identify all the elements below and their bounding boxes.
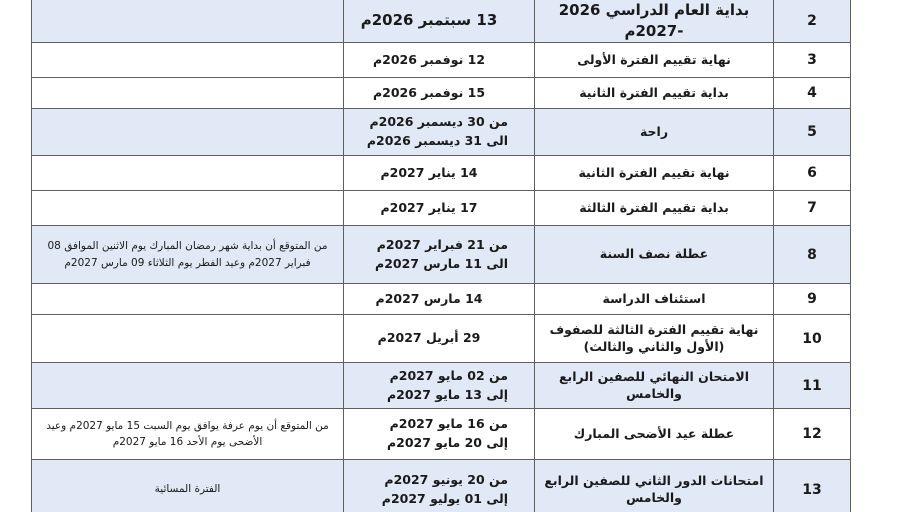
date-line: من 02 مايو 2027م bbox=[389, 367, 508, 383]
date-line: الى 31 ديسمبر 2026م bbox=[366, 133, 508, 148]
note-cell bbox=[32, 315, 344, 363]
table-row bbox=[32, 226, 851, 284]
date-line: 13 سبتمبر 2026م bbox=[360, 11, 498, 30]
row-number: 9 bbox=[774, 284, 851, 315]
table-row bbox=[32, 156, 851, 191]
row-number: 8 bbox=[774, 226, 851, 284]
calendar-table-body bbox=[32, 0, 851, 512]
date-cell bbox=[344, 43, 535, 78]
event-cell: بداية العام الدراسي 2026 -2027م bbox=[535, 0, 774, 43]
note-cell bbox=[32, 43, 344, 78]
table-row bbox=[32, 409, 851, 460]
event-cell: الامتحان النهائي للصفين الرابع والخامس bbox=[535, 363, 774, 409]
date-line: إلى 20 مايو 2027م bbox=[386, 435, 508, 450]
table-row bbox=[32, 363, 851, 409]
row-number: 12 bbox=[774, 409, 851, 460]
row-number: 4 bbox=[774, 78, 851, 109]
row-number: 7 bbox=[774, 191, 851, 226]
row-number: 11 bbox=[774, 363, 851, 409]
event-cell: راحة bbox=[535, 109, 774, 156]
row-number: 6 bbox=[774, 156, 851, 191]
date-cell bbox=[344, 363, 535, 409]
row-number: 2 bbox=[774, 0, 851, 43]
note-cell bbox=[32, 284, 344, 315]
date-line: الى 11 مارس 2027م bbox=[375, 255, 508, 271]
date-line: 12 نوفمبر 2026م bbox=[372, 51, 486, 67]
table-row bbox=[32, 315, 851, 363]
event-cell: استئناف الدراسة bbox=[535, 284, 774, 315]
date-line: من 20 يونيو 2027م bbox=[384, 471, 508, 487]
table-row bbox=[32, 191, 851, 226]
event-cell: عطلة عيد الأضحى المبارك bbox=[535, 409, 774, 460]
row-number: 3 bbox=[774, 43, 851, 78]
note-cell bbox=[32, 0, 344, 43]
date-cell bbox=[344, 191, 535, 226]
event-cell: بداية تقييم الفترة الثانية bbox=[535, 78, 774, 109]
date-line: 14 يناير 2027م bbox=[380, 164, 478, 180]
note-cell: الفترة المسائية bbox=[32, 460, 344, 512]
date-cell bbox=[344, 109, 535, 156]
note-cell bbox=[32, 191, 344, 226]
table-row bbox=[32, 43, 851, 78]
row-number: 5 bbox=[774, 109, 851, 156]
event-cell: نهاية تقييم الفترة الأولى bbox=[535, 43, 774, 78]
note-cell: من المتوقع أن يوم عرفة يوافق يوم السبت 15 مايو 2027م وعيد الأضحى يوم الأحد 16 مايو 2027م bbox=[32, 409, 344, 460]
event-cell: نهاية تقييم الفترة الثالثة للصفوف (الأول والثاني والثالث) bbox=[535, 315, 774, 363]
event-cell: بداية تقييم الفترة الثالثة bbox=[535, 191, 774, 226]
date-cell bbox=[344, 409, 535, 460]
table-row bbox=[32, 460, 851, 512]
school-calendar-table bbox=[31, 0, 851, 512]
date-line: 15 نوفمبر 2026م bbox=[372, 84, 486, 100]
event-cell: امتحانات الدور الثاني للصفين الرابع والخامس bbox=[535, 460, 774, 512]
row-number: 13 bbox=[774, 460, 851, 512]
date-cell bbox=[344, 460, 535, 512]
date-line: من 30 ديسمبر 2026م bbox=[369, 114, 508, 130]
date-cell bbox=[344, 284, 535, 315]
table-row bbox=[32, 284, 851, 315]
date-line: 14 مارس 2027م bbox=[375, 290, 483, 306]
table-row bbox=[32, 109, 851, 156]
date-cell bbox=[344, 0, 535, 43]
date-line: 17 يناير 2027م bbox=[380, 199, 478, 215]
note-cell: من المتوقع أن بداية شهر رمضان المبارك يوم الاثنين الموافق 08 فبراير 2027م وعيد الفطر يوم الثلاثاء 09 مارس 2027م bbox=[32, 226, 344, 284]
date-cell bbox=[344, 315, 535, 363]
date-line: إلى 13 مايو 2027م bbox=[386, 386, 508, 402]
date-line: إلى 01 يوليو 2027م bbox=[381, 490, 508, 506]
date-cell bbox=[344, 78, 535, 109]
date-cell bbox=[344, 156, 535, 191]
note-cell bbox=[32, 363, 344, 409]
date-cell bbox=[344, 226, 535, 284]
event-cell: عطلة نصف السنة bbox=[535, 226, 774, 284]
note-cell bbox=[32, 109, 344, 156]
date-line: من 16 مايو 2027م bbox=[389, 416, 508, 432]
date-line: من 21 فبراير 2027م bbox=[376, 236, 508, 252]
table-row bbox=[32, 0, 851, 43]
note-cell bbox=[32, 156, 344, 191]
date-line: 29 أبريل 2027م bbox=[377, 330, 481, 346]
row-number: 10 bbox=[774, 315, 851, 363]
event-cell: نهاية تقييم الفترة الثانية bbox=[535, 156, 774, 191]
table-row bbox=[32, 78, 851, 109]
note-cell bbox=[32, 78, 344, 109]
